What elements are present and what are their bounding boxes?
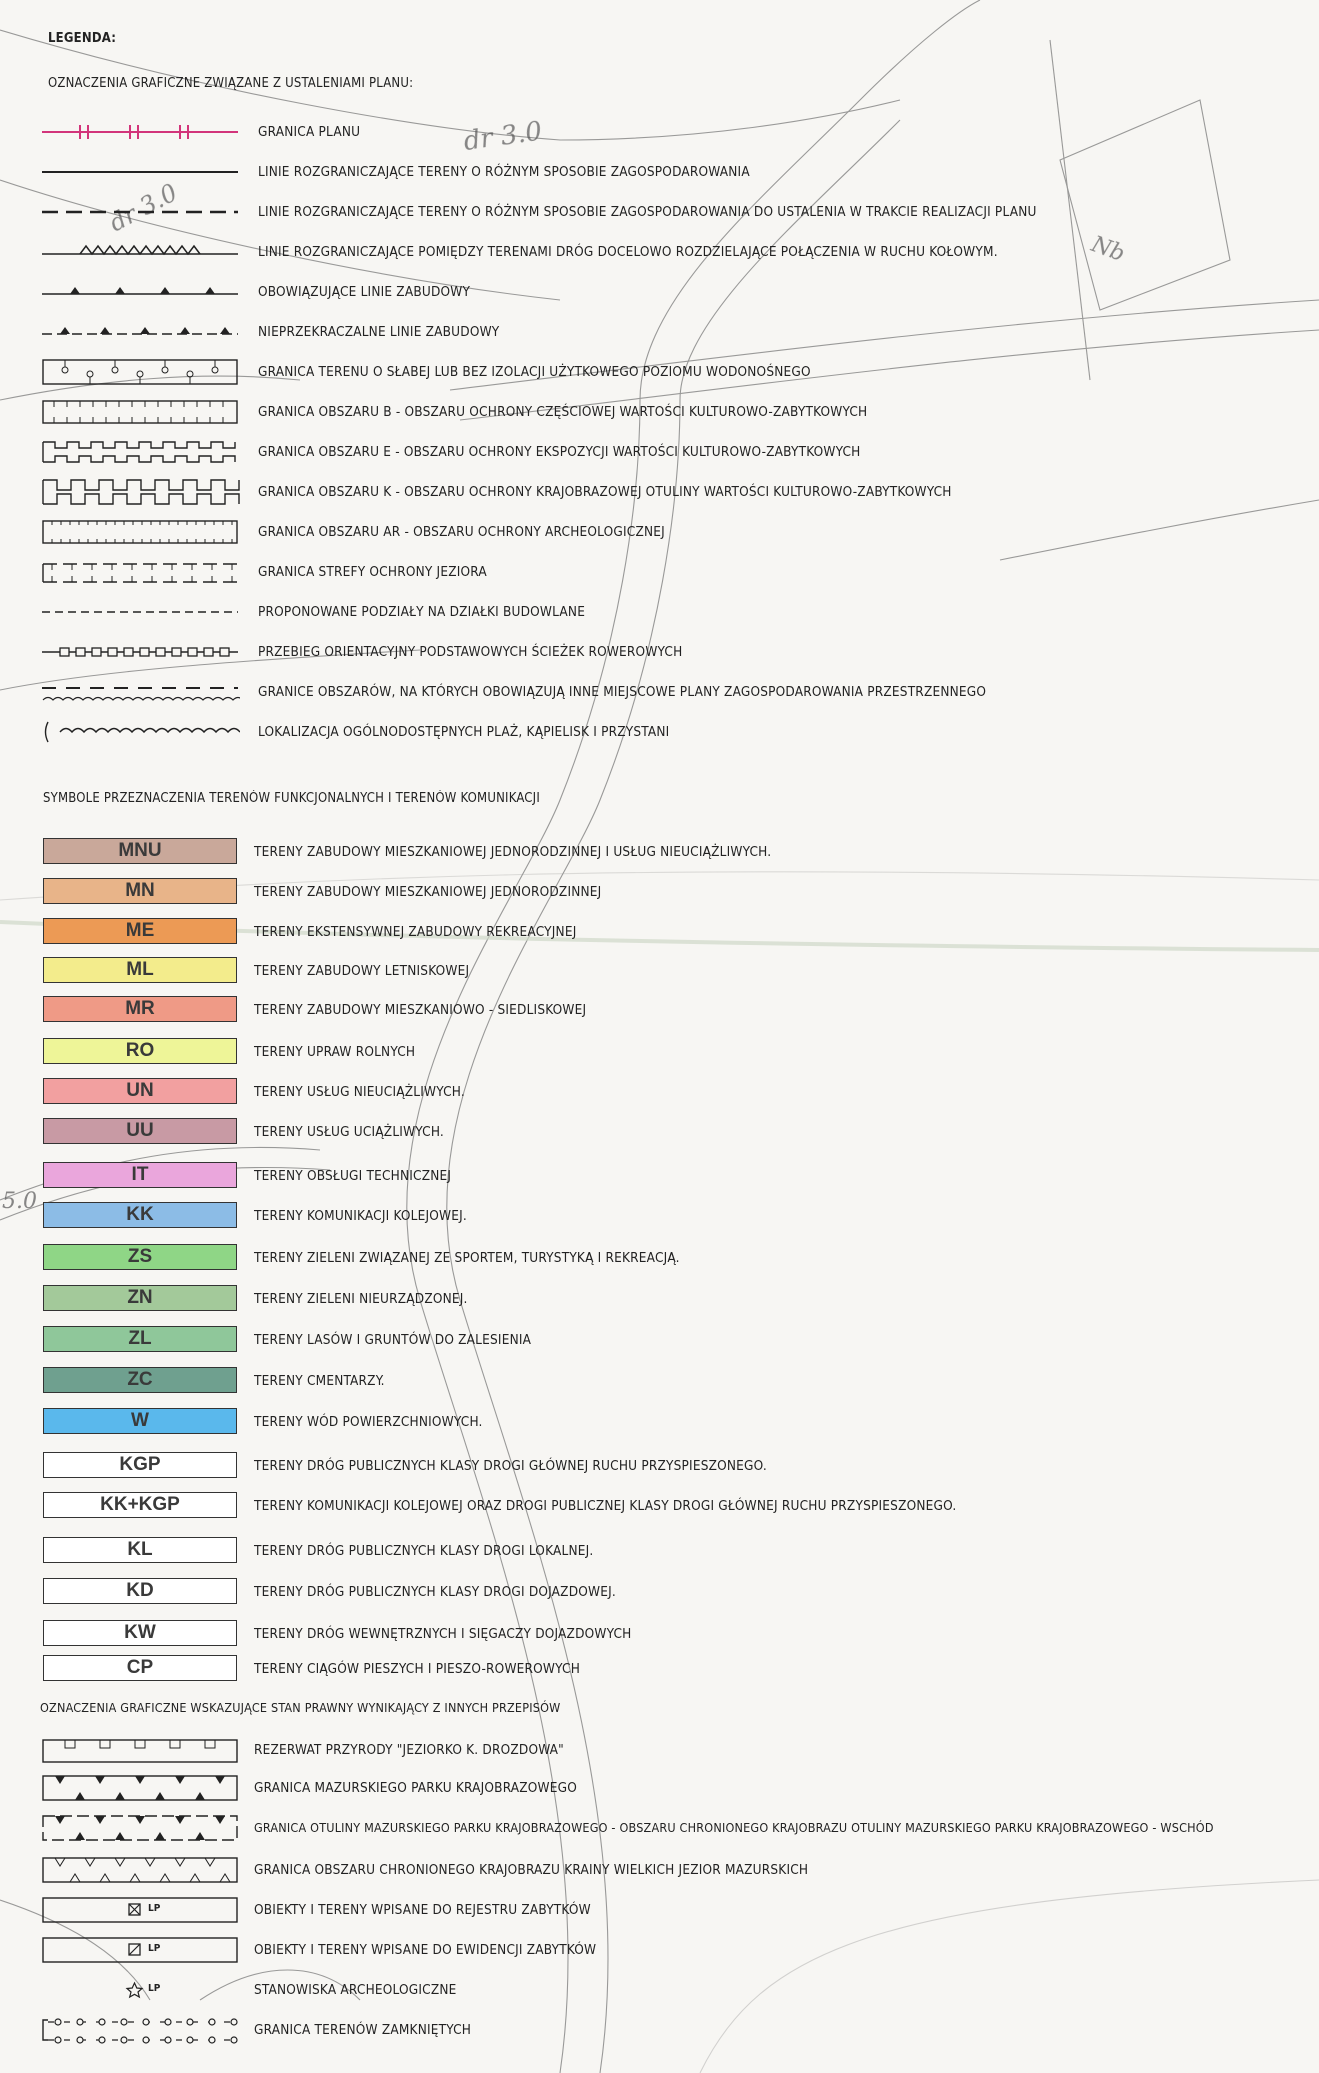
- zone-label: TERENY USŁUG UCIĄŻLIWYCH.: [254, 1124, 444, 1140]
- zone-label: TERENY ZIELENI NIEURZĄDZONEJ.: [254, 1291, 468, 1307]
- zone-label: TERENY LASÓW I GRUNTÓW DO ZALESIENIA: [254, 1332, 532, 1348]
- zone-label: TERENY ZABUDOWY MIESZKANIOWEJ JEDNORODZINNEJ I USŁUG NIEUCIĄŻLIWYCH.: [254, 844, 772, 860]
- archaeological-site-symbol: [40, 1974, 240, 2006]
- short-dash-line-symbol: [40, 596, 240, 628]
- zone-swatch-zc: [43, 1367, 237, 1393]
- legend-label: OBOWIĄZUJĄCE LINIE ZABUDOWY: [258, 284, 471, 300]
- legend-symbol: [40, 716, 240, 748]
- legend-symbol: [40, 276, 240, 308]
- section-heading-symbols: SYMBOLE PRZEZNACZENIA TERENÓW FUNKCJONALNYCH I TERENÓW KOMUNIKACJI: [43, 791, 540, 806]
- zone-label: TERENY USŁUG NIEUCIĄŻLIWYCH.: [254, 1084, 465, 1100]
- legend-label: GRANICA TERENU O SŁABEJ LUB BEZ IZOLACJI UŻYTKOWEGO POZIOMU WODONOŚNEGO: [258, 364, 811, 380]
- nature-reserve-symbol: [40, 1734, 240, 1766]
- legend-symbol: [40, 1854, 240, 1886]
- zone-label: TERENY WÓD POWIERZCHNIOWYCH.: [254, 1414, 483, 1430]
- legend-symbol: [40, 396, 240, 428]
- map-annotation-road-a: dr 3.0: [461, 116, 544, 157]
- zone-code: MR: [125, 998, 155, 1019]
- binding-building-line-symbol: [40, 276, 240, 308]
- zone-swatch-mn: [43, 878, 237, 904]
- legend-label: OBIEKTY I TERENY WPISANE DO EWIDENCJI ZABYTKÓW: [254, 1942, 597, 1958]
- zone-swatch-ml: [43, 957, 237, 983]
- zone-code: ZL: [128, 1328, 152, 1349]
- legend-label: GRANICA OBSZARU B - OBSZARU OCHRONY CZĘŚCIOWEJ WARTOŚCI KULTUROWO-ZABYTKOWYCH: [258, 404, 868, 420]
- zone-k-boundary-symbol: [40, 476, 240, 508]
- legend-symbol: [40, 676, 240, 708]
- legend-label: STANOWISKA ARCHEOLOGICZNE: [254, 1982, 457, 1998]
- zone-code: IT: [131, 1164, 149, 1185]
- zone-code: ZS: [127, 1246, 153, 1267]
- zone-label: TERENY DRÓG PUBLICZNYCH KLASY DROGI LOKALNEJ.: [254, 1543, 594, 1559]
- zone-swatch-kl: [43, 1537, 237, 1563]
- zone-code: KK: [126, 1204, 154, 1225]
- map-annotation-road-b: dr 3.0: [104, 178, 182, 238]
- legend-symbol: [40, 1772, 240, 1804]
- zone-label: TERENY CMENTARZY.: [254, 1373, 385, 1389]
- legend-label: PRZEBIEG ORIENTACYJNY PODSTAWOWYCH ŚCIEŻEK ROWEROWYCH: [258, 644, 683, 660]
- zone-code: KD: [126, 1580, 154, 1601]
- zone-code: ML: [126, 959, 154, 980]
- legend-label: GRANICA OBSZARU AR - OBSZARU OCHRONY ARCHEOLOGICZNEJ: [258, 524, 665, 540]
- zone-label: TERENY ZABUDOWY MIESZKANIOWEJ JEDNORODZINNEJ: [254, 884, 602, 900]
- legend-symbol: [40, 596, 240, 628]
- legend-symbol: [40, 1894, 240, 1926]
- zone-swatch-kk-kgp: [43, 1492, 237, 1518]
- legend-symbol: [40, 636, 240, 668]
- zone-swatch-un: [43, 1078, 237, 1104]
- legend-symbol: [40, 236, 240, 268]
- legend-symbol: [40, 516, 240, 548]
- legend-tag: LP: [148, 1983, 161, 1994]
- zone-label: TERENY UPRAW ROLNYCH: [254, 1044, 416, 1060]
- legend-label: LOKALIZACJA OGÓLNODOSTĘPNYCH PLAŻ, KĄPIELISK I PRZYSTANI: [258, 724, 670, 740]
- legend-label: LINIE ROZGRANICZAJĄCE TERENY O RÓŻNYM SPOSOBIE ZAGOSPODAROWANIA: [258, 164, 750, 180]
- monument-records-symbol: [40, 1934, 240, 1966]
- legend-symbol: [40, 436, 240, 468]
- plan-boundary-line-symbol: [40, 116, 240, 148]
- legend-label: GRANICA PLANU: [258, 124, 361, 140]
- zone-code: W: [131, 1410, 149, 1431]
- legend-label: LINIE ROZGRANICZAJĄCE TERENY O RÓŻNYM SPOSOBIE ZAGOSPODAROWANIA DO USTALENIA W TRAKCIE REALIZACJI PLANU: [258, 204, 1037, 220]
- solid-line-symbol: [40, 156, 240, 188]
- map-annotation-parcel: Nb: [1087, 232, 1128, 268]
- zone-swatch-w: [43, 1408, 237, 1434]
- nonexceed-building-line-symbol: [40, 316, 240, 348]
- zone-code: KL: [127, 1539, 153, 1560]
- legend-symbol: [40, 2014, 240, 2046]
- legend-label: LINIE ROZGRANICZAJĄCE POMIĘDZY TERENAMI DRÓG DOCELOWO ROZDZIELAJĄCE POŁĄCZENIA W RUCHU KOŁOWYM.: [258, 244, 998, 260]
- legend-symbol: [40, 196, 240, 228]
- long-dash-line-symbol: [40, 196, 240, 228]
- landscape-park-symbol: [40, 1772, 240, 1804]
- zone-swatch-uu: [43, 1118, 237, 1144]
- zone-swatch-zl: [43, 1326, 237, 1352]
- legend-label: REZERWAT PRZYRODY "JEZIORKO K. DROZDOWA": [254, 1742, 564, 1758]
- zone-swatch-kw: [43, 1620, 237, 1646]
- zone-swatch-ro: [43, 1038, 237, 1064]
- zone-label: TERENY DRÓG WEWNĘTRZNYCH I SIĘGACZY DOJAZDOWYCH: [254, 1626, 632, 1642]
- zone-swatch-kgp: [43, 1452, 237, 1478]
- zone-ar-boundary-symbol: [40, 516, 240, 548]
- zone-label: TERENY KOMUNIKACJI KOLEJOWEJ.: [254, 1208, 467, 1224]
- zone-swatch-zn: [43, 1285, 237, 1311]
- zone-code: ZN: [127, 1287, 153, 1308]
- zone-code: CP: [126, 1657, 154, 1678]
- zone-swatch-cp: [43, 1655, 237, 1681]
- section-heading-plan: OZNACZENIA GRAFICZNE ZWIĄZANE Z USTALENIAMI PLANU:: [48, 76, 414, 91]
- zone-swatch-kk: [43, 1202, 237, 1228]
- zone-label: TERENY OBSŁUGI TECHNICZNEJ: [254, 1168, 452, 1184]
- legend-label: PROPONOWANE PODZIAŁY NA DZIAŁKI BUDOWLANE: [258, 604, 586, 620]
- zone-label: TERENY DRÓG PUBLICZNYCH KLASY DROGI DOJAZDOWEJ.: [254, 1584, 616, 1600]
- zone-code: MNU: [118, 840, 162, 861]
- zone-label: TERENY ZABUDOWY MIESZKANIOWO - SIEDLISKOWEJ: [254, 1002, 587, 1018]
- legend-label: GRANICE OBSZARÓW, NA KTÓRYCH OBOWIĄZUJĄ INNE MIEJSCOWE PLANY ZAGOSPODAROWANIA PRZESTRZENNEGO: [258, 684, 987, 700]
- beach-wave-line-symbol: [40, 716, 240, 748]
- zone-swatch-mnu: [43, 838, 237, 864]
- legend-symbol: [40, 1974, 240, 2006]
- legend-label: GRANICA STREFY OCHRONY JEZIORA: [258, 564, 487, 580]
- legend-title: LEGENDA:: [48, 31, 117, 46]
- zone-label: TERENY CIĄGÓW PIESZYCH I PIESZO-ROWEROWYCH: [254, 1661, 581, 1677]
- legend-label: GRANICA OTULINY MAZURSKIEGO PARKU KRAJOBRAZOWEGO - OBSZARU CHRONIONEGO KRAJOBRAZU OTULINY MAZURSKIEGO PARKU KRAJOBRAZOWEGO - WSCHÓD: [254, 1820, 1214, 1835]
- legend-symbol: [40, 1812, 240, 1844]
- zone-code: UN: [126, 1080, 154, 1101]
- map-annotation-road-c: 5.0: [2, 1189, 37, 1214]
- legend-symbol: [40, 316, 240, 348]
- legend-label: GRANICA OBSZARU K - OBSZARU OCHRONY KRAJOBRAZOWEJ OTULINY WARTOŚCI KULTUROWO-ZABYTKOWYCH: [258, 484, 952, 500]
- zone-label: TERENY DRÓG PUBLICZNYCH KLASY DROGI GŁÓWNEJ RUCHU PRZYSPIESZONEGO.: [254, 1458, 767, 1474]
- legend-symbol: [40, 476, 240, 508]
- legend-label: GRANICA TERENÓW ZAMKNIĘTYCH: [254, 2022, 472, 2038]
- protected-landscape-symbol: [40, 1854, 240, 1886]
- closed-areas-symbol: [40, 2014, 240, 2046]
- legend-label: GRANICA MAZURSKIEGO PARKU KRAJOBRAZOWEGO: [254, 1780, 578, 1796]
- zone-e-boundary-symbol: [40, 436, 240, 468]
- legend-label: OBIEKTY I TERENY WPISANE DO REJESTRU ZABYTKÓW: [254, 1902, 591, 1918]
- zone-label: TERENY ZIELENI ZWIĄZANEJ ZE SPORTEM, TURYSTYKĄ I REKREACJĄ.: [254, 1250, 680, 1266]
- legend-symbol: [40, 1734, 240, 1766]
- legend-symbol: [40, 356, 240, 388]
- legend-label: GRANICA OBSZARU CHRONIONEGO KRAJOBRAZU KRAINY WIELKICH JEZIOR MAZURSKICH: [254, 1862, 809, 1878]
- zone-code: MN: [125, 880, 155, 901]
- zone-swatch-it: [43, 1162, 237, 1188]
- legend-tag: LP: [148, 1943, 161, 1954]
- legend-symbol: [40, 156, 240, 188]
- lake-zone-boundary-symbol: [40, 556, 240, 588]
- zone-swatch-me: [43, 918, 237, 944]
- legend-symbol: [40, 556, 240, 588]
- zone-swatch-zs: [43, 1244, 237, 1270]
- legend-symbol: [40, 116, 240, 148]
- legend-symbol: [40, 1934, 240, 1966]
- zone-code: KGP: [119, 1454, 161, 1475]
- zone-code: UU: [126, 1120, 154, 1141]
- zone-swatch-kd: [43, 1578, 237, 1604]
- legend-label: GRANICA OBSZARU E - OBSZARU OCHRONY EKSPOZYCJI WARTOŚCI KULTUROWO-ZABYTKOWYCH: [258, 444, 861, 460]
- zone-b-boundary-symbol: [40, 396, 240, 428]
- zone-code: KK+KGP: [100, 1494, 180, 1515]
- zone-code: KW: [124, 1622, 156, 1643]
- zone-label: TERENY EKSTENSYWNEJ ZABUDOWY REKREACYJNEJ: [254, 924, 577, 940]
- section-heading-other: OZNACZENIA GRAFICZNE WSKAZUJĄCE STAN PRAWNY WYNIKAJĄCY Z INNYCH PRZEPISÓW: [40, 1700, 561, 1715]
- zone-swatch-mr: [43, 996, 237, 1022]
- groundwater-boundary-symbol: [40, 356, 240, 388]
- bike-path-line-symbol: [40, 636, 240, 668]
- zone-label: TERENY KOMUNIKACJI KOLEJOWEJ ORAZ DROGI PUBLICZNEJ KLASY DROGI GŁÓWNEJ RUCHU PRZYSPIESZONEGO.: [254, 1498, 957, 1514]
- local-plan-boundary-symbol: [40, 676, 240, 708]
- park-buffer-symbol: [40, 1812, 240, 1844]
- legend-label: NIEPRZEKRACZALNE LINIE ZABUDOWY: [258, 324, 500, 340]
- zone-code: ZC: [127, 1369, 153, 1390]
- zigzag-line-symbol: [40, 236, 240, 268]
- zone-code: RO: [125, 1040, 155, 1061]
- zone-code: ME: [125, 920, 155, 941]
- legend-tag: LP: [148, 1903, 161, 1914]
- zone-label: TERENY ZABUDOWY LETNISKOWEJ: [254, 963, 470, 979]
- monument-register-symbol: [40, 1894, 240, 1926]
